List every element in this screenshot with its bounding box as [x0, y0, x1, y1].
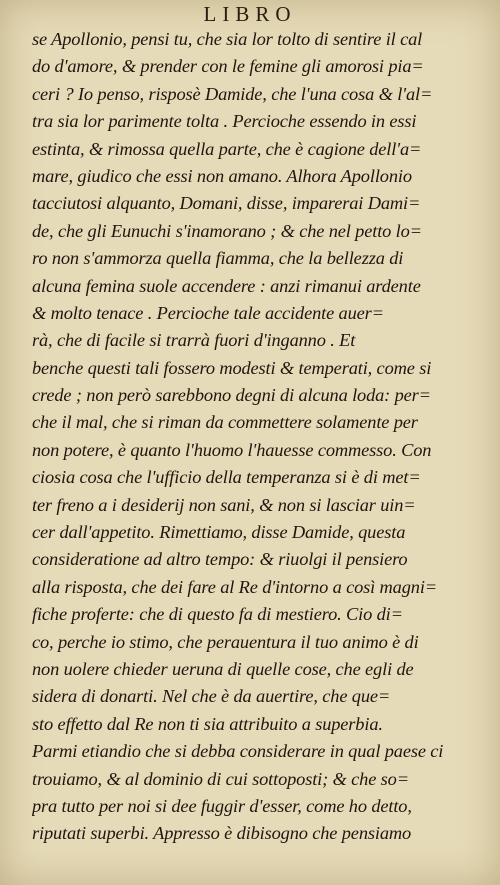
text-line: cer dall'appetito. Rimettiamo, disse Damide, questa [32, 522, 406, 543]
text-line: fiche proferte: che di questo fa di mestiero. Cio di= [32, 604, 403, 625]
text-line: che il mal, che si riman da commettere solamente per [32, 412, 418, 433]
text-line: ter freno a i desiderij non sani, & non si lasciar uin= [32, 494, 416, 515]
text-line: Parmi etiandio che si debba considerare in qual paese ci [32, 741, 444, 762]
text-line: ro non s'ammorza quella fiamma, che la bellezza di [32, 248, 404, 269]
text-line: do d'amore, & prender con le femine gli amorosi pia= [32, 56, 424, 77]
text-line: non potere, è quanto l'huomo l'hauesse commesso. Con [32, 439, 432, 460]
body-text [32, 26, 490, 848]
text-line: mare, giudico che essi non amano. Alhora Apollonio [32, 165, 412, 186]
text-line: sto effetto dal Re non ti sia attribuito a superbia. [32, 713, 383, 734]
text-line: pra tutto per noi si dee fuggir d'esser, come ho detto, [32, 795, 412, 816]
text-line: ciosia cosa che l'ufficio della temperanza si è di met= [32, 467, 421, 488]
text-line: & molto tenace . Percioche tale accidente auer= [32, 302, 384, 323]
text-line: non uolere chieder ueruna di quelle cose, che egli de [32, 658, 414, 679]
text-line: crede ; non però sarebbono degni di alcuna loda: per= [32, 385, 431, 406]
text-line: estinta, & rimossa quella parte, che è cagione dell'a= [32, 138, 422, 159]
text-line: trouiamo, & al dominio di cui sottoposti; & che so= [32, 768, 409, 789]
text-line: alla risposta, che dei fare al Re d'intorno a così magni= [32, 576, 438, 597]
text-line: ceri ? Io penso, risposè Damide, che l'una cosa & l'al= [32, 83, 433, 104]
bottom-margin [0, 825, 500, 885]
text-line: rà, che di facile si trarrà fuori d'inganno . Et [32, 330, 356, 351]
text-line: riputati superbi. Appresso è dibisogno che pensiamo [32, 823, 412, 844]
text-line: de, che gli Eunuchi s'inamorano ; & che nel petto lo= [32, 220, 422, 241]
text-line: consideratione ad altro tempo: & riuolgi il pensiero [32, 549, 408, 570]
text-line: co, perche io stimo, che perauentura il tuo animo è di [32, 631, 419, 652]
text-line: tacciutosi alquanto, Domani, disse, imparerai Dami= [32, 193, 421, 214]
text-line: se Apollonio, pensi tu, che sia lor tolto di sentire il cal [32, 29, 423, 49]
text-line: benche questi tali fossero modesti & temperati, come si [32, 357, 432, 378]
running-head: LIBRO [203, 2, 297, 26]
text-line: tra sia lor parimente tolta . Percioche essendo in essi [32, 111, 417, 132]
text-line: alcuna femina suole accendere : anzi rimanui ardente [32, 275, 421, 296]
text-line: sidera di donarti. Nel che è da auertire, che que= [32, 686, 391, 707]
